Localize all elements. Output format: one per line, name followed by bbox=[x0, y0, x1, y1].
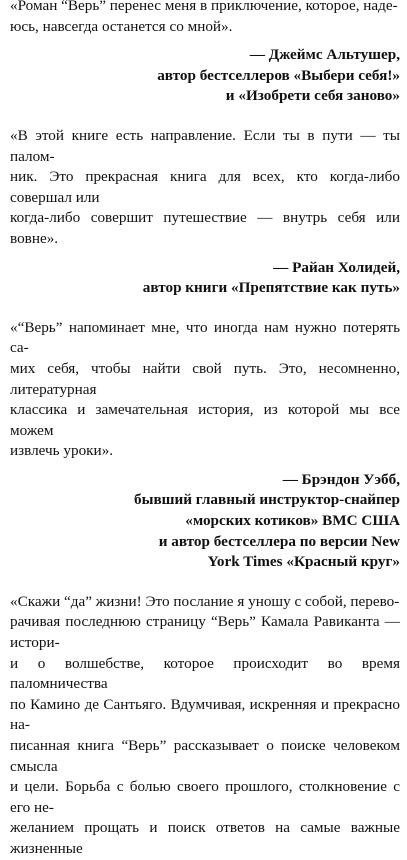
quote-line: извлечь уроки». bbox=[10, 442, 114, 460]
quote-line: писанная книга “Верь” рассказывает о поиске человеком смысла bbox=[10, 737, 400, 775]
document-page bbox=[10, 0, 400, 860]
attribution-line: и автор бестселлера по версии New bbox=[158, 532, 400, 550]
quote-line: «Скажи “да” жизни! Это послание я уношу с собой, перево- bbox=[10, 592, 400, 610]
blurb-attribution bbox=[10, 470, 400, 573]
attribution-line: автор книги «Препятствие как путь» bbox=[142, 279, 400, 297]
quote-line: «В этой книге есть направление. Если ты в пути — ты палом- bbox=[10, 126, 400, 165]
quote-line: классика и замечательная история, из которой мы все можем bbox=[10, 401, 400, 439]
blurb-1 bbox=[10, 0, 400, 107]
blurb-quote bbox=[10, 592, 400, 860]
quote-line: рачивая последнюю страницу “Верь” Камала Равиканта — истори- bbox=[10, 613, 400, 652]
blurb-3 bbox=[10, 318, 400, 573]
blurb-quote bbox=[10, 318, 400, 462]
attribution-line: — Райан Холидей, bbox=[273, 258, 400, 276]
attribution-line: автор бестселлеров «Выбери себя!» bbox=[157, 66, 400, 84]
quote-line: мих себя, чтобы найти свой путь. Это, несомненно, литературная bbox=[10, 359, 400, 398]
attribution-line: «морских котиков» ВМС США bbox=[185, 512, 400, 530]
quote-line: и о волшебстве, которое происходит во время паломничества bbox=[10, 654, 400, 693]
attribution-line: и «Изобрети себя заново» bbox=[225, 87, 400, 105]
quote-line: желанием прощать и поиск ответов на самые важные жизненные bbox=[10, 819, 400, 857]
attribution-line: бывший главный инструктор-снайпер bbox=[134, 491, 400, 509]
blurb-2 bbox=[10, 126, 400, 299]
quote-line: когда-либо совершит путешествие — внутрь себя или вовне». bbox=[10, 209, 400, 247]
attribution-line: York Times «Красный круг» bbox=[207, 553, 400, 571]
blurb-attribution bbox=[10, 45, 400, 107]
quote-line: и цели. Борьба с болью своего прошлого, столкновение с его не- bbox=[10, 778, 400, 816]
quote-line: ник. Это прекрасная книга для всех, кто когда-либо совершал или bbox=[10, 168, 400, 206]
attribution-line: — Брэндон Уэбб, bbox=[282, 470, 400, 488]
blurb-4 bbox=[10, 592, 400, 860]
quote-line: юсь, навсегда останется со мной». bbox=[10, 17, 233, 35]
blurb-quote bbox=[10, 126, 400, 250]
blurb-quote bbox=[10, 0, 400, 37]
quote-line: по Камино де Сантьяго. Вдумчивая, искренняя и прекрасно на- bbox=[10, 695, 400, 734]
attribution-line: — Джеймс Альтушер, bbox=[249, 46, 400, 64]
blurb-attribution bbox=[10, 258, 400, 299]
quote-line: «Роман “Верь” перенес меня в приключение, которое, наде- bbox=[10, 0, 398, 14]
quote-line: «“Верь” напоминает мне, что иногда нам нужно потерять са- bbox=[10, 318, 400, 357]
